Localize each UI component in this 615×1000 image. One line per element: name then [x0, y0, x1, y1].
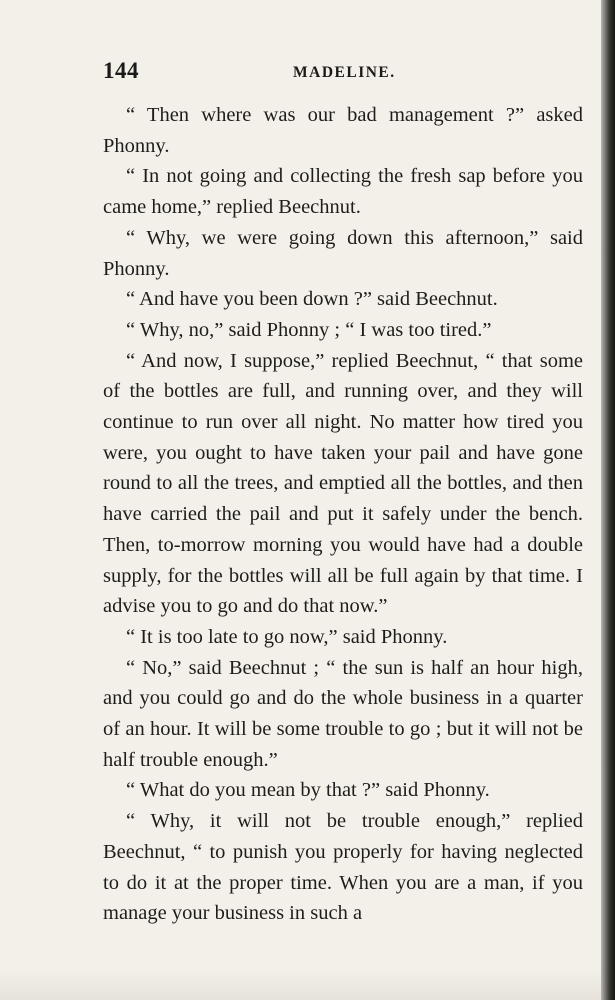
paragraph: “ It is too late to go now,” said Phonny.	[126, 625, 448, 648]
paragraph: “ Then where was our bad management ?” asked Phonny.	[103, 104, 583, 157]
page-header	[103, 58, 583, 90]
paragraph: “ Why, it will not be trouble enough,” replied Beechnut, “ to punish you properly for having neglected to do it at the proper time. When you are a man, if you manage your business in such a	[103, 810, 583, 925]
page-edge-shadow	[601, 0, 615, 1000]
paragraph: “ No,” said Beechnut ; “ the sun is half an hour high, and you could go and do the whole business in a quarter of an hour. It will be some trouble to go ; but it will not be half trouble enough.”	[103, 656, 583, 771]
running-title: MADELINE.	[293, 64, 396, 81]
paragraph: “ What do you mean by that ?” said Phonny.	[126, 779, 490, 802]
page-bottom-shadow	[0, 970, 615, 1000]
page-number: 144	[103, 58, 139, 83]
paragraph: “ Why, we were going down this afternoon,” said Phonny.	[103, 226, 583, 280]
paragraph: “ In not going and collecting the fresh sap before you came home,” replied Beechnut.	[103, 165, 583, 219]
paragraph: “ And now, I suppose,” replied Beechnut, “ that some of the bottles are full, and running over, and they will continue to run over all night. No matter how tired you were, you ought to have taken your pail and have gone round to all the trees, and emptied all the bottles, and then have carried the pail and put it safely under the bench. Then, to-morrow morning you would have had a double supply, for the bottles will all be full again by that time. I advise you to go and do that now.”	[103, 349, 583, 618]
paragraph: “ And have you been down ?” said Beechnut.	[126, 288, 498, 311]
paragraph: “ Why, no,” said Phonny ; “ I was too tired.”	[126, 318, 492, 341]
body-text	[103, 100, 583, 929]
